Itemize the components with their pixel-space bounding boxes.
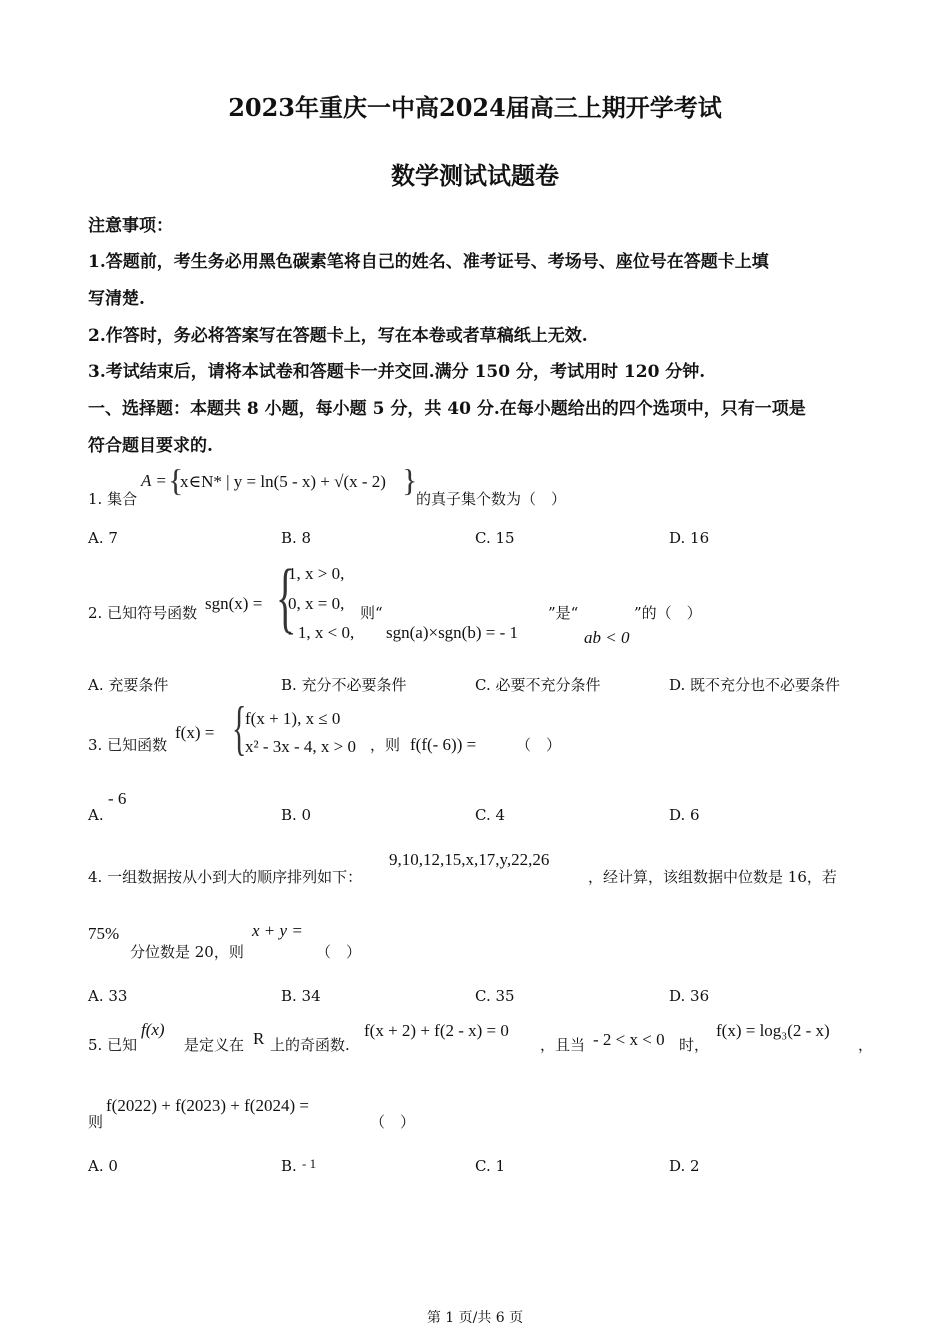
q5-comma: ， bbox=[858, 1036, 874, 1054]
q4-expression: x + y = bbox=[252, 921, 303, 940]
notice-item-2: 2.作答时，务必将答案写在答题卡上，写在本卷或者草稿纸上无效. bbox=[88, 326, 588, 346]
q5-prefix: 5. 已知 bbox=[88, 1036, 138, 1054]
q3-then: ，则 bbox=[370, 736, 401, 754]
q3-option-d: D. 6 bbox=[669, 806, 700, 824]
q3-option-c: C. 4 bbox=[475, 806, 506, 824]
q2-then: 则“ bbox=[360, 604, 383, 622]
page-number: 第 1 页/共 6 页 bbox=[426, 1310, 524, 1326]
notice-item-1-line-1: 1.答题前，考生务必用黑色碳素笔将自己的姓名、准考证号、考场号、座位号在答题卡上填 bbox=[88, 252, 769, 272]
notice-item-1-line-2: 写清楚. bbox=[88, 289, 145, 309]
q4-option-a: A. 33 bbox=[88, 987, 128, 1005]
exam-subtitle: 数学测试试题卷 bbox=[391, 161, 559, 190]
q1-option-d: D. 16 bbox=[669, 529, 710, 547]
q2-case-2: 0, x = 0, bbox=[288, 594, 345, 613]
q1-option-b: B. 8 bbox=[281, 529, 312, 547]
q4-percentile: 75% bbox=[88, 924, 120, 943]
q2-condition-1: sgn(a)×sgn(b) = - 1 bbox=[386, 623, 519, 642]
q1-left-brace: { bbox=[168, 462, 184, 498]
q4-option-d: D. 36 bbox=[669, 987, 710, 1005]
q5-text-4: 时， bbox=[679, 1036, 710, 1054]
q1-set-name: A = bbox=[141, 471, 167, 490]
q5-equation: f(x + 2) + f(2 - x) = 0 bbox=[364, 1021, 509, 1040]
q2-option-b: B. 充分不必要条件 bbox=[281, 676, 407, 694]
q3-function: f(x) = bbox=[175, 723, 215, 742]
q5-text-2: 上的奇函数. bbox=[270, 1036, 350, 1054]
q3-case-2: x² - 3x - 4, x > 0 bbox=[245, 737, 357, 756]
q5-range: - 2 < x < 0 bbox=[593, 1030, 665, 1049]
notice-heading: 注意事项： bbox=[88, 216, 173, 236]
q3-case-1: f(x + 1), x ≤ 0 bbox=[245, 709, 341, 728]
q1-suffix: 的真子集个数为（ ） bbox=[416, 490, 567, 508]
q1-option-c: C. 15 bbox=[475, 529, 515, 547]
q5-option-d: D. 2 bbox=[669, 1157, 700, 1175]
q3-case-brace: { bbox=[232, 695, 247, 761]
q1-right-brace: } bbox=[402, 462, 418, 498]
q4-option-c: C. 35 bbox=[475, 987, 515, 1005]
q5-option-b-value: - 1 bbox=[302, 1156, 317, 1171]
q3-option-a-value: - 6 bbox=[108, 789, 127, 808]
q1-option-a: A. 7 bbox=[88, 529, 118, 547]
exam-title: 2023年重庆一中高2024届高三上期开学考试 bbox=[228, 93, 722, 122]
q2-condition-2: ab < 0 bbox=[584, 628, 630, 647]
q2-function: sgn(x) = bbox=[205, 594, 263, 613]
q2-option-a: A. 充要条件 bbox=[88, 676, 169, 694]
q4-suffix: （ ） bbox=[316, 943, 362, 961]
q4-middle-text: ，经计算，该组数据中位数是 16，若 bbox=[588, 868, 837, 886]
q2-suffix: ”的（ ） bbox=[634, 604, 702, 622]
q1-set-content: x∈N* | y = ln(5 - x) + √(x - 2) bbox=[180, 472, 386, 491]
q3-option-b: B. 0 bbox=[281, 806, 312, 824]
notice-item-3: 3.考试结束后，请将本试卷和答题卡一并交回.满分 150 分，考试用时 120 分钟. bbox=[88, 362, 706, 382]
q1-prefix: 1. 集合 bbox=[88, 490, 138, 508]
q5-real-set: R bbox=[253, 1029, 265, 1048]
q5-text-3: ，且当 bbox=[540, 1036, 586, 1054]
q5-then: 则 bbox=[88, 1113, 104, 1131]
section-heading-line-1: 一、选择题：本题共 8 小题，每小题 5 分，共 40 分.在每小题给出的四个选项中，只有一项是 bbox=[88, 399, 806, 419]
q3-prefix: 3. 已知函数 bbox=[88, 736, 168, 754]
q5-suffix: （ ） bbox=[370, 1113, 416, 1131]
q2-case-1: 1, x > 0, bbox=[288, 564, 345, 583]
q3-suffix: （ ） bbox=[516, 736, 562, 754]
q5-option-c: C. 1 bbox=[475, 1157, 506, 1175]
q2-option-d: D. 既不充分也不必要条件 bbox=[669, 676, 841, 694]
q2-is: ”是“ bbox=[548, 604, 579, 622]
q4-line-2: 分位数是 20，则 bbox=[130, 943, 244, 961]
q5-option-a: A. 0 bbox=[88, 1157, 118, 1175]
q5-option-b-label: B. bbox=[281, 1157, 297, 1175]
q5-fx: f(x) bbox=[141, 1020, 165, 1039]
q2-option-c: C. 必要不充分条件 bbox=[475, 676, 601, 694]
q4-prefix: 4. 一组数据按从小到大的顺序排列如下： bbox=[88, 868, 363, 886]
q2-case-brace: { bbox=[276, 553, 295, 640]
q4-option-b: B. 34 bbox=[281, 987, 321, 1005]
section-heading-line-2: 符合题目要求的. bbox=[88, 436, 213, 456]
q2-prefix: 2. 已知符号函数 bbox=[88, 604, 198, 622]
q5-text-1: 是定义在 bbox=[184, 1036, 245, 1054]
q5-definition: f(x) = log₃(2 - x) bbox=[716, 1021, 830, 1040]
q3-expression: f(f(- 6)) = bbox=[410, 735, 477, 754]
q2-case-3: - 1, x < 0, bbox=[288, 623, 355, 642]
q3-option-a-label: A. bbox=[88, 806, 104, 824]
q5-expression: f(2022) + f(2023) + f(2024) = bbox=[106, 1096, 309, 1115]
q4-data-list: 9,10,12,15,x,17,y,22,26 bbox=[389, 850, 550, 869]
